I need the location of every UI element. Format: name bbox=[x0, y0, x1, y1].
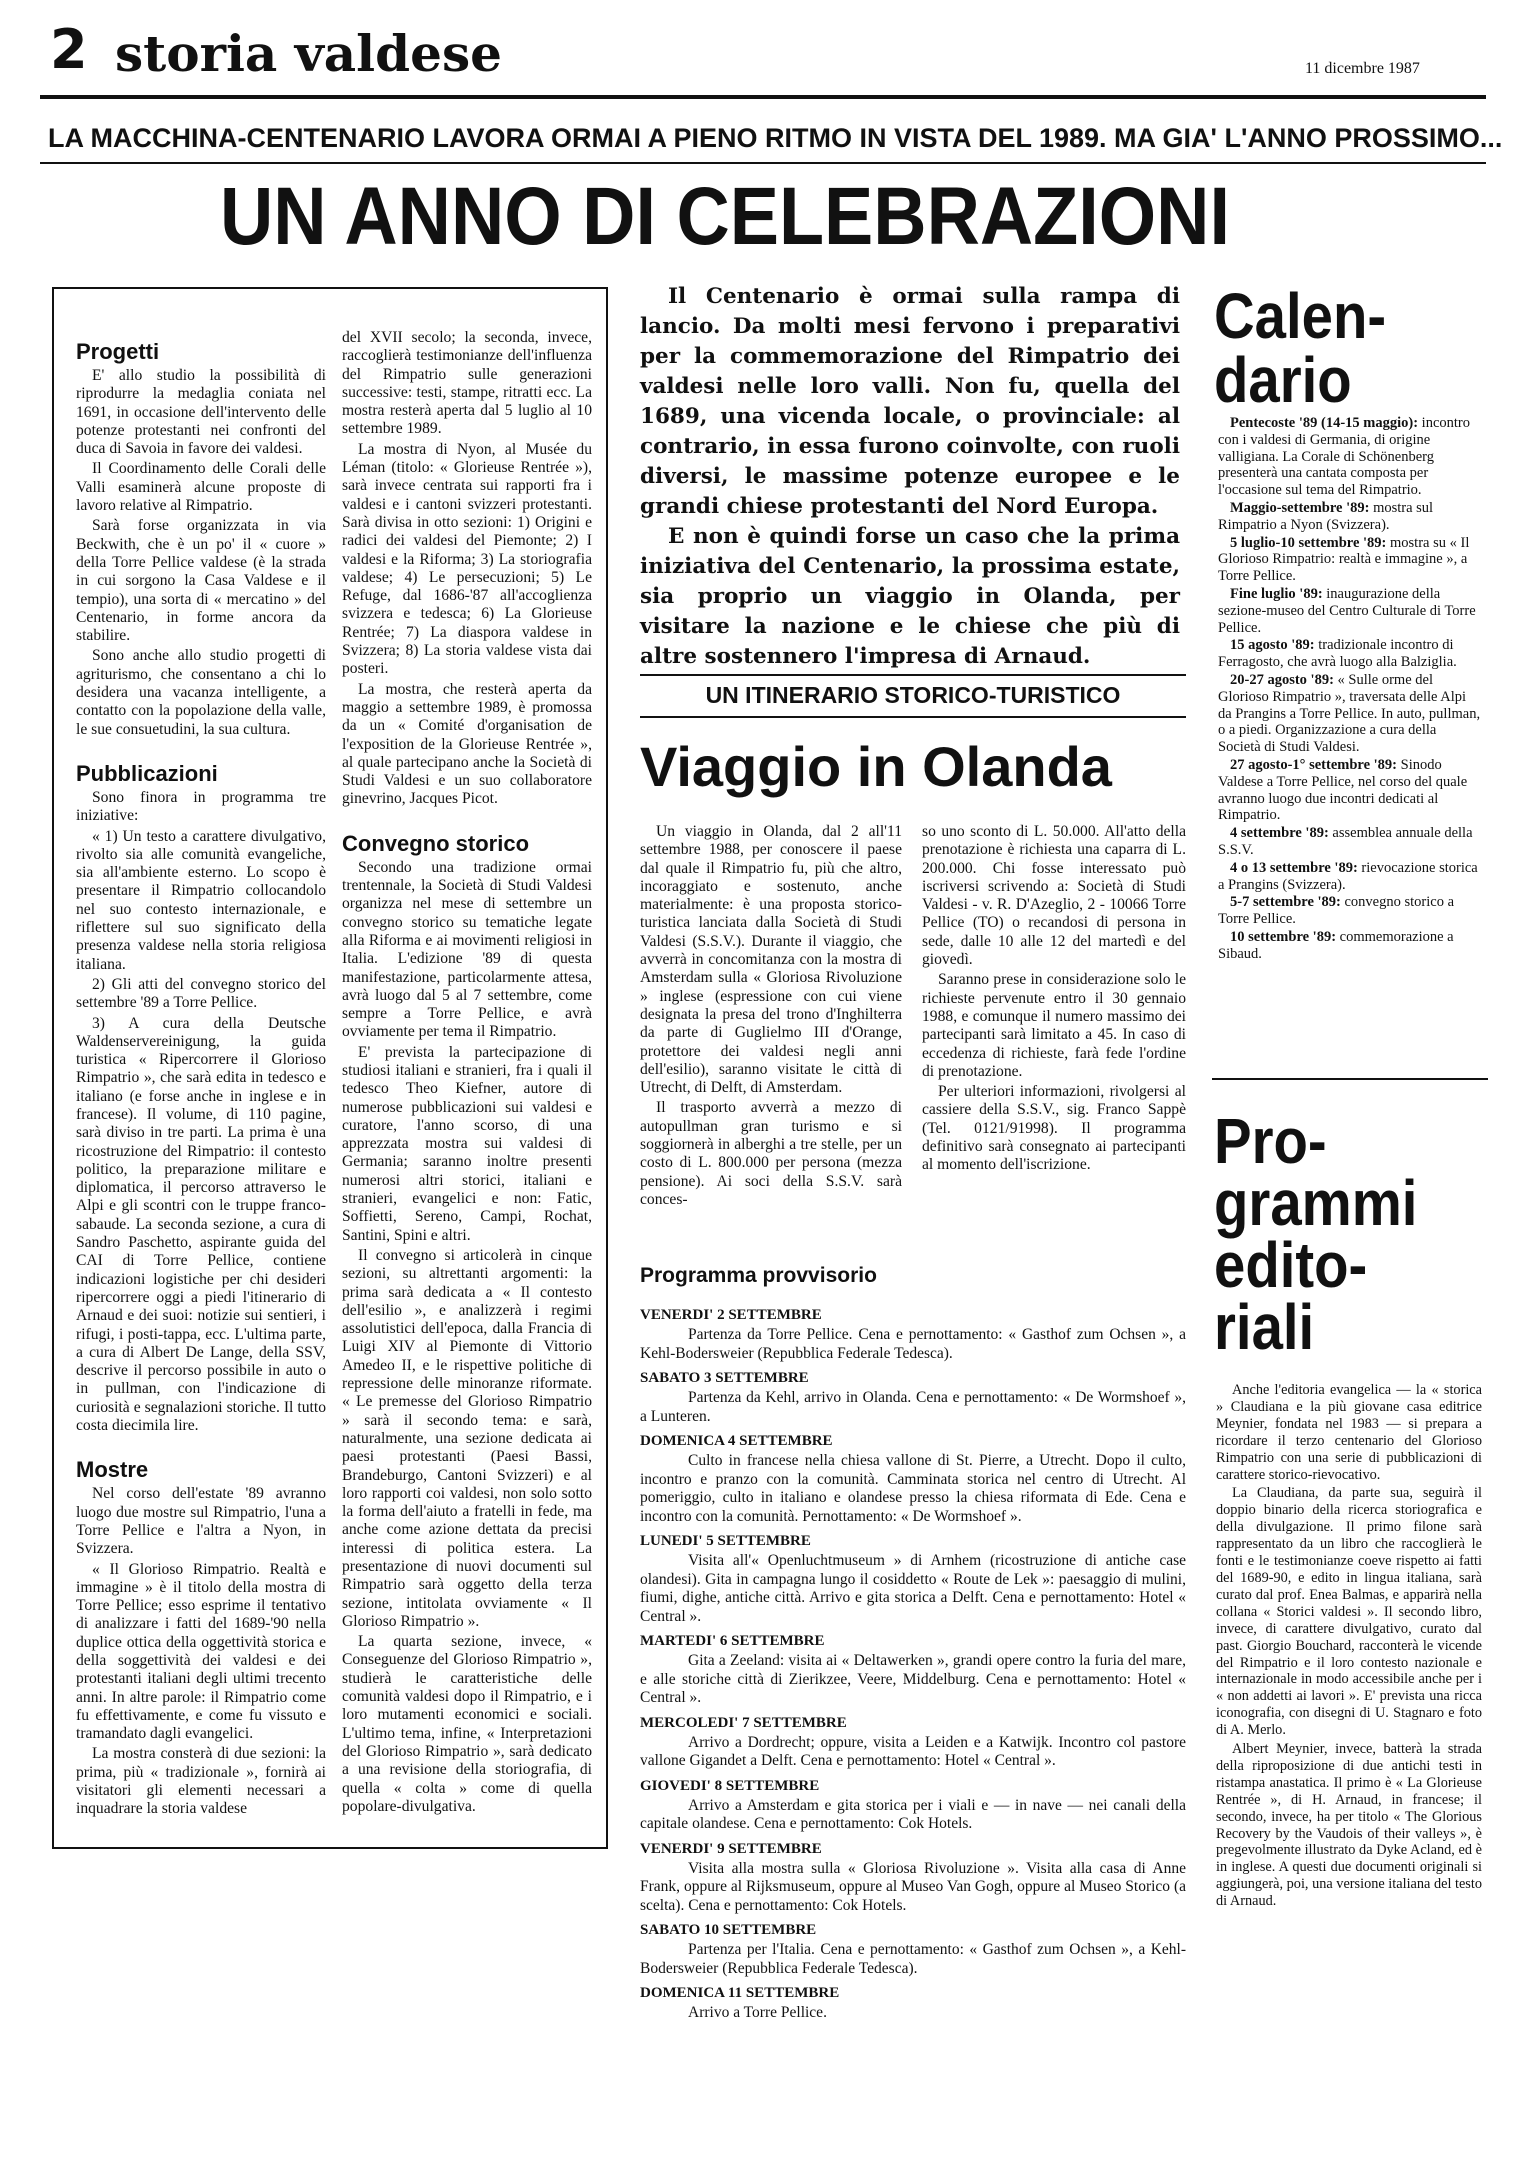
calendario-date: Fine luglio '89: bbox=[1230, 585, 1323, 602]
calendario-item bbox=[1218, 672, 1482, 756]
calendario-text: Sinodo Valdese a Torre Pellice, nel corso del quale avranno luogo due incontri dedicati al Rimpatrio. bbox=[1218, 756, 1468, 824]
programma-heading: Programma provvisorio bbox=[640, 1264, 877, 1287]
paragraph: « Il Glorioso Rimpatrio. Realtà e immagine » è il titolo della mostra di Torre Pellice; esso esprime il tentativo di analizzare i fatti del 1689-'90 nella duplice ottica della oggettività storica e della soggettività dei valdesi e dei protestanti italiani degli ultimi trecento anni. In altre parole: il Rimpatrio come fu effettivamente, e come fu vissuto e tramandato dagli evangelici. bbox=[76, 1560, 326, 1743]
paragraph: Sono anche allo studio progetti di agriturismo, che consentano a chi lo desidera una vacanza intelligente, a contatto con la popolazione della valle, le sue consuetudini, la sua cultura. bbox=[76, 647, 326, 738]
programmi-title-4: riali bbox=[1214, 1291, 1315, 1363]
page-kicker: LA MACCHINA-CENTENARIO LAVORA ORMAI A PIENO RITMO IN VISTA DEL 1989. MA GIA' L'ANNO PROSSIMO... bbox=[48, 123, 1503, 153]
calendario-text: rievocazione storica a Prangins (Svizzera). bbox=[1218, 859, 1478, 893]
paragraph: Secondo una tradizione ormai trentennale, la Società di Studi Valdesi organizza nel mese di settembre un convegno storico su tematiche legate alla Riforma e ai movimenti religiosi in Italia. L'edizione '89 di questa manifestazione, particolarmente attesa, avrà luogo dal 5 al 7 settembre, come sempre a Torre Pellice, e avrà ovviamente per tema il Rimpatrio. bbox=[342, 858, 592, 1041]
calendario-date: 15 agosto '89: bbox=[1230, 637, 1315, 654]
paragraph: 2) Gli atti del convegno storico del settembre '89 a Torre Pellice. bbox=[76, 975, 326, 1012]
paragraph: La mostra di Nyon, al Musée du Léman (titolo: « Glorieuse Rentrée »), sarà invece centrata sui rapporti fra i valdesi e i cantoni svizzeri protestanti. Sarà divisa in otto sezioni: 1) Origini e radici dei valdesi del Piemonte; 2) I valdesi e la Riforma; 3) La storiografia valdese; 4) Le persecuzioni; 5) Le Refuge, dal 1686-'87 all'accoglienza svizzera e tedesca; 6) La Glorieuse Rentrée; 7) La diaspora valdese in Svizzera; 8) La storia valdese vista dai posteri. bbox=[342, 440, 592, 678]
calendario-text: mostra su « Il Glorioso Rimpatrio: realtà e immagine », a Torre Pellice. bbox=[1218, 534, 1470, 585]
paragraph: Per ulteriori informazioni, rivolgersi al cassiere della S.S.V., sig. Franco Sappè (Tel. 0121/91998). Il programma definitivo sarà consegnato ai partecipanti al momento dell'iscrizione. bbox=[922, 1083, 1186, 1174]
calendario-text: incontro con i valdesi di Germania, di origine valligiana. La Corale di Schönenberg presenterà una cantata composta per l'occasione sul tema del Rimpatrio. bbox=[1218, 415, 1470, 499]
calendario-item bbox=[1218, 500, 1482, 534]
calendario-text: tradizionale incontro di Ferragosto, che avrà luogo alla Balziglia. bbox=[1218, 637, 1457, 671]
calendario-date: 10 settembre '89: bbox=[1230, 928, 1337, 945]
calendario-date: 4 settembre '89: bbox=[1230, 825, 1329, 842]
paragraph: Il Coordinamento delle Corali delle Valli esaminerà alcune proposte di lavoro relative al Rimpatrio. bbox=[76, 460, 326, 515]
paragraph: Albert Meynier, invece, batterà la strada della riproposizione di due antichi testi in ristampa anastatica. Il primo è « La Glorieuse Rentrée », di H. Arnaud, in francese; il secondo, invece, ha per titolo « The Glorious Recovery by the Vaudois of their valleys », è pregevolmente illustrato da Dyke Acland, ed è in inglese. A questi due documenti originali si aggiungerà, poi, una versione italiana del testo di Arnaud. bbox=[1216, 1741, 1482, 1910]
programma-day-text: Partenza da Torre Pellice. Cena e pernottamento: « Gasthof zum Ochsen », a Kehl-Bodersweier (Repubblica Federale Tedesca). bbox=[640, 1326, 1186, 1362]
paragraph: Il trasporto avverrà a mezzo di autopullman gran turismo e si soggiornerà in alberghi a tre stelle, per un costo di L. 800.000 per persona (mezza pensione). Ai soci della S.S.V. sarà conces- bbox=[640, 1099, 902, 1208]
paragraph: La Claudiana, da parte sua, seguirà il doppio binario della ricerca storiografica e della divulgazione. Il primo filone sarà rappresentato da un libro che raccoglierà le fonti e le testimonianze coeve rispetto ai fatti del 1689-90, e edito in lingua italiana, sarà curato dal prof. Enea Balmas, e apparirà nella collana « Storici valdesi ». Il secondo libro, invece, di carattere divulgativo, curato dal past. Giorgio Bouchard, racconterà le vicende del Rimpatrio e il loro contesto nazionale e internazionale in modo accessibile anche per i « non addetti ai lavori ». E' prevista una ricca iconografia, con disegni di U. Stagnaro e foto di A. Merlo. bbox=[1216, 1485, 1482, 1739]
lead-paragraph: Il Centenario è ormai sulla rampa di lancio. Da molti mesi fervono i preparativi per la commemorazione del Rimpatrio dei valdesi nelle loro valli. Non fu, quella del 1689, una vicenda locale, o provinciale: al contrario, in essa furono coinvolte, con ruoli diversi, le massime potenze europee e le grandi chiese protestanti del Nord Europa. bbox=[640, 284, 1180, 519]
intro-lead bbox=[640, 282, 1180, 672]
calendario-item bbox=[1218, 586, 1482, 636]
paragraph: E' allo studio la possibilità di riprodurre la medaglia coniata nel 1691, in occasione dell'intervento delle potenze protestanti nei confronti del duca di Savoia in favore dei valdesi. bbox=[76, 367, 326, 458]
paragraph: Sono finora in programma tre iniziative: bbox=[76, 788, 326, 825]
programma-day-label: MERCOLEDI' 7 SETTEMBRE bbox=[640, 1714, 847, 1731]
calendario-item bbox=[1218, 637, 1482, 671]
paragraph: Un viaggio in Olanda, dal 2 all'11 settembre 1988, per conoscere il paese dal quale il Rimpatrio fu, più che altro, incoraggiato e sostenuto, anche materialmente: è una proposta storico-turistica lanciata dalla Società di Studi Valdesi (S.S.V.). Durante il viaggio, che avverrà in concomitanza con la mostra di Amsterdam sulla « Gloriosa Rivoluzione » inglese (espressione con cui viene designata la presa del trono d'Inghilterra da parte di Guglielmo III d'Orange, protettore dei valdesi negli anni dell'esilio), saranno visitate le città di Utrecht, di Delft, di Amsterdam. bbox=[640, 823, 902, 1097]
calendario-item bbox=[1218, 535, 1482, 585]
calendario-title-1: Calen- bbox=[1214, 280, 1387, 352]
programma-day-label: DOMENICA 4 SETTEMBRE bbox=[640, 1433, 833, 1449]
calendario-item bbox=[1218, 860, 1482, 894]
programma-day-label: MARTEDI' 6 SETTEMBRE bbox=[640, 1633, 825, 1649]
programma-day-text: Partenza da Kehl, arrivo in Olanda. Cena e pernottamento: « De Wormshoef », a Lunteren. bbox=[640, 1389, 1186, 1425]
section-title: storia valdese bbox=[115, 24, 502, 83]
viaggio-headline: Viaggio in Olanda bbox=[640, 735, 1112, 798]
calendario-date: 27 agosto-1° settembre '89: bbox=[1230, 756, 1398, 773]
calendario-text: convegno storico a Torre Pellice. bbox=[1218, 894, 1455, 928]
kicker-rule bbox=[40, 162, 1486, 164]
masthead-rule bbox=[40, 95, 1486, 99]
paragraph: « 1) Un testo a carattere divulgativo, rivolto sia alle comunità evangeliche, sia all'ambiente esterno. Lo scopo è presentare il Rimpatrio collocandolo nel suo contesto internazionale, e riflettere sul suo significato della presenza valdese nella storia religiosa italiana. bbox=[76, 827, 326, 973]
calendario-text: assemblea annuale della S.S.V. bbox=[1218, 825, 1473, 858]
itinerary-kicker: UN ITINERARIO STORICO-TURISTICO bbox=[705, 682, 1121, 708]
calendario-text: commemorazione a Sibaud. bbox=[1218, 928, 1454, 962]
paragraph: Nel corso dell'estate '89 avranno luogo due mostre sul Rimpatrio, l'una a Torre Pellice e l'altra a Nyon, in Svizzera. bbox=[76, 1485, 326, 1558]
issue-date: 11 dicembre 1987 bbox=[1305, 60, 1420, 77]
progetti-heading: Progetti bbox=[76, 339, 160, 364]
programma-day-label: DOMENICA 11 SETTEMBRE bbox=[640, 1985, 840, 2001]
paragraph: 3) A cura della Deutsche Waldenservereinigung, la guida turistica « Ripercorrere il Glorioso Rimpatrio », che sarà edita in tedesco e italiano (e forse anche in inglese e in francese). Il volume, di 110 pagine, sarà diviso in tre parti. La prima è una ricostruzione del Rimpatrio: il contesto politico, la preparazione militare e diplomatica, il percorso attraverso le Alpi e gli scontri con le truppe franco-sabaude. La seconda sezione, a cura di Sandro Paschetto, aspirante guida del CAI di Torre Pellice, contiene indicazioni logistiche per chi desideri ripercorrere oggi a piedi l'itinerario di Arnaud e dei suoi: notizie sui sentieri, i rifugi, i posti-tappa, ecc. L'ultima parte, a cura di Albert De Lange, della SSV, descrive il percorso possibile in auto o in pullman, con l'indicazione di curiosità e segnalazioni storiche. Il tutto costa diecimila lire. bbox=[76, 1014, 326, 1435]
paragraph: Saranno prese in considerazione solo le richieste pervenute entro il 30 gennaio 1988, e comunque il numero massimo dei partecipanti sarà limitato a 45. In caso di eccedenza di richieste, farà fede l'ordine di prenotazione. bbox=[922, 971, 1186, 1080]
box-column-1 bbox=[76, 339, 326, 1821]
lead-paragraph: E non è quindi forse un caso che la prima iniziativa del Centenario, la prossima estate, sia proprio un viaggio in Olanda, per visitare la nazione e le chiese che più di altre sostennero l'impresa di Arnaud. bbox=[640, 524, 1180, 669]
itinerary-rule-bottom bbox=[640, 716, 1186, 718]
programma-day-text: Visita all'« Openluchtmuseum » di Arnhem (ricostruzione di antiche case olandesi). Gita in campagna lungo il cosiddetto « Route de Lek »: paesaggio di mulini, fiumi, dighe, antiche città. Arrivo e gita storica a Delft. Cena e pernottamento: Hotel « Central ». bbox=[640, 1552, 1186, 1625]
paragraph: La mostra, che resterà aperta da maggio a settembre 1989, è promossa da un « Comité d'organisation de l'exposition de la Glorieuse Rentrée », al quale partecipano anche la Società di Studi Valdesi e un suo collaboratore ginevrino, Jacques Picot. bbox=[342, 680, 592, 808]
calendario-item bbox=[1218, 929, 1482, 963]
programma-day-text: Arrivo a Amsterdam e gita storica per i viali e — in nave — nei canali della capitale olandese. Cena e pernottamento: Cok Hotels. bbox=[640, 1796, 1186, 1832]
calendario-date: 4 o 13 settembre '89: bbox=[1230, 859, 1358, 876]
programma-day-text: Arrivo a Torre Pellice. bbox=[688, 2004, 827, 2021]
programma-day-text: Arrivo a Dordrecht; oppure, visita a Leiden e a Katwijk. Incontro col pastore vallone Gigandet a Delft. Cena e pernottamento: Hotel « Central ». bbox=[640, 1733, 1186, 1769]
calendario-text: « Sulle orme del Glorioso Rimpatrio », traversata delle Alpi da Prangins a Torre Pellice. In auto, pullman, o a piedi. Organizzazione a cura della Società di Studi Valdesi. bbox=[1218, 671, 1481, 756]
calendario-item bbox=[1218, 894, 1482, 928]
programma-day-text: Gita a Zeeland: visita ai « Deltawerken », grandi opere contro la furia del mare, e alle storiche città di Zierikzee, Veere, Middelburg. Cena e pernottamento: Hotel « Central ». bbox=[640, 1652, 1186, 1706]
viaggio-column-2 bbox=[922, 823, 1186, 1177]
viaggio-column-1 bbox=[640, 823, 902, 1211]
calendario-item bbox=[1218, 415, 1482, 499]
calendario-list bbox=[1218, 415, 1482, 964]
calendario-date: Maggio-settembre '89: bbox=[1230, 499, 1370, 516]
paragraph: E' prevista la partecipazione di studiosi italiani e stranieri, fra i quali il tedesco Theo Kiefner, autore di numerose pubblicazioni sui valdesi e curatore, l'anno scorso, di una apprezzata mostra sui valdesi di Germania; saranno inoltre presenti numerosi altri storici, italiani e stranieri, evangelici e non: Fatic, Soffietti, Sereno, Campi, Rochat, Santini, Spini e altri. bbox=[342, 1043, 592, 1244]
paragraph: del XVII secolo; la seconda, invece, raccoglierà testimonianze dell'influenza del Rimpatrio sulle generazioni successive: testi, stampe, ritratti ecc. La mostra resterà aperta dal 5 luglio al 10 settembre 1989. bbox=[342, 329, 592, 438]
programma-day-text: Visita alla mostra sulla « Gloriosa Rivoluzione ». Visita alla casa di Anne Frank, oppure al Rijksmuseum, oppure al Museo Van Gogh, oppure al Museo Storico (a scelta). Cena e pernottamento: Cok Hotels. bbox=[640, 1859, 1186, 1914]
paragraph: Sarà forse organizzata in via Beckwith, che è un po' il « cuore » della Torre Pellice valdese (è la strada in cui sorgono la Casa Valdese e il tempio), una sorta di « mercatino » del Centenario, in forme ancora da stabilire. bbox=[76, 517, 326, 645]
programmi-title-3: edito- bbox=[1214, 1229, 1368, 1301]
programma-day-label: LUNEDI' 5 SETTEMBRE bbox=[640, 1533, 811, 1549]
programmi-title-2: grammi bbox=[1214, 1167, 1418, 1239]
paragraph: La quarta sezione, invece, « Conseguenze del Glorioso Rimpatrio », studierà le caratteristiche delle comunità valdesi dopo il Rimpatrio, e i loro mutamenti economici e sociali. L'ultimo tema, infine, « Interpretazioni del Glorioso Rimpatrio », sarà dedicato a una revisione della storiografia, di quella « colta » come di quella popolare-divulgativa. bbox=[342, 1633, 592, 1815]
programma-day-label: VENERDI' 9 SETTEMBRE bbox=[640, 1840, 822, 1857]
programma-day-label: SABATO 3 SETTEMBRE bbox=[640, 1370, 809, 1386]
paragraph: Il convegno si articolerà in cinque sezioni, su altrettanti argomenti: la prima sarà dedicata a « Il contesto dell'esilio », e analizzerà i regimi assolutistici dell'epoca, dalla Francia di Luigi XIV al Piemonte di Vittorio Amedeo II, e le rispettive politiche di repressione delle minoranze riformate. « Le premesse del Glorioso Rimpatrio » sarà il secondo tema: e sarà, naturalmente, una sezione dedicata ai paesi protestanti (Paesi Bassi, Brandeburgo, Cantoni Svizzeri) e al loro rapporti coi valdesi, non solo sotto la forma dell'aiuto a fratelli in fede, ma anche come azione dettata da precisi interessi di politica estera. La presentazione di nuovi documenti sul Rimpatrio sarà oggetto della terza sezione, intitolata ovviamente « Il Glorioso Rimpatrio ». bbox=[342, 1246, 592, 1630]
calendario-item bbox=[1218, 825, 1482, 859]
itinerary-rule-top bbox=[640, 674, 1186, 676]
calendario-item bbox=[1218, 757, 1482, 824]
box-column-2 bbox=[342, 329, 592, 1818]
paragraph: La mostra consterà di due sezioni: la prima, più « tradizionale », fornirà ai visitatori gli elementi necessari a inquadrare la storia valdese bbox=[76, 1745, 326, 1818]
calendario-text: inaugurazione della sezione-museo del Centro Culturale di Torre Pellice. bbox=[1218, 585, 1476, 636]
pubblicazioni-heading: Pubblicazioni bbox=[76, 760, 218, 786]
programma-day-text: Partenza per l'Italia. Cena e pernottamento: « Gasthof zum Ochsen », a Kehl-Bodersweier (Repubblica Federale Tedesca). bbox=[640, 1941, 1186, 1977]
calendario-title-2: dario bbox=[1214, 344, 1352, 416]
main-headline: UN ANNO DI CELEBRAZIONI bbox=[220, 171, 1230, 262]
paragraph: so uno sconto di L. 50.000. All'atto della prenotazione è richiesta una caparra di L. 200.000. Chi fosse interessato può iscriversi scrivendo a: Società di Studi Valdesi - v. R. D'Azeglio, 2 - 10066 Torre Pellice (TO) o recandosi di persona in sede, dalle 10 alle 12 del martedì e del giovedì. bbox=[922, 823, 1186, 969]
calendario-date: 5-7 settembre '89: bbox=[1230, 894, 1341, 911]
paragraph: Anche l'editoria evangelica — la « storica » Claudiana e la più giovane casa editrice Meynier, fondata nel 1983 — si prepara a ricordare il terzo centenario del Glorioso Rimpatrio con una serie di pubblicazioni di carattere storico-rievocativo. bbox=[1216, 1382, 1482, 1483]
mostre-heading: Mostre bbox=[76, 1457, 149, 1483]
convegno-heading: Convegno storico bbox=[342, 830, 530, 856]
programma-days bbox=[640, 1300, 1186, 2025]
programmi-title-1: Pro- bbox=[1214, 1105, 1327, 1177]
sidebar-box bbox=[52, 287, 608, 1849]
programmi-body bbox=[1216, 1382, 1482, 1912]
calendario-rule bbox=[1212, 1078, 1488, 1080]
page-number: 2 bbox=[50, 18, 88, 81]
calendario-text: mostra sul Rimpatrio a Nyon (Svizzera). bbox=[1218, 499, 1434, 533]
calendario-date: Pentecoste '89 (14-15 maggio): bbox=[1230, 415, 1419, 431]
programma-day-label: SABATO 10 SETTEMBRE bbox=[640, 1922, 817, 1938]
programma-day-text: Culto in francese nella chiesa vallone di St. Pierre, a Utrecht. Dopo il culto, incontro e pranzo con la comunità. Camminata storica nel centro di Utrecht. Al pomeriggio, culto in italiano e olandese presso la chiesa riformata di Ede. Cena e incontro con la comunità. Pernottamento: « De Wormshoef ». bbox=[640, 1452, 1186, 1525]
calendario-date: 20-27 agosto '89: bbox=[1230, 671, 1334, 688]
calendario-date: 5 luglio-10 settembre '89: bbox=[1230, 534, 1387, 551]
programma-day-label: GIOVEDI' 8 SETTEMBRE bbox=[640, 1777, 820, 1794]
programma-day-label: VENERDI' 2 SETTEMBRE bbox=[640, 1307, 822, 1323]
